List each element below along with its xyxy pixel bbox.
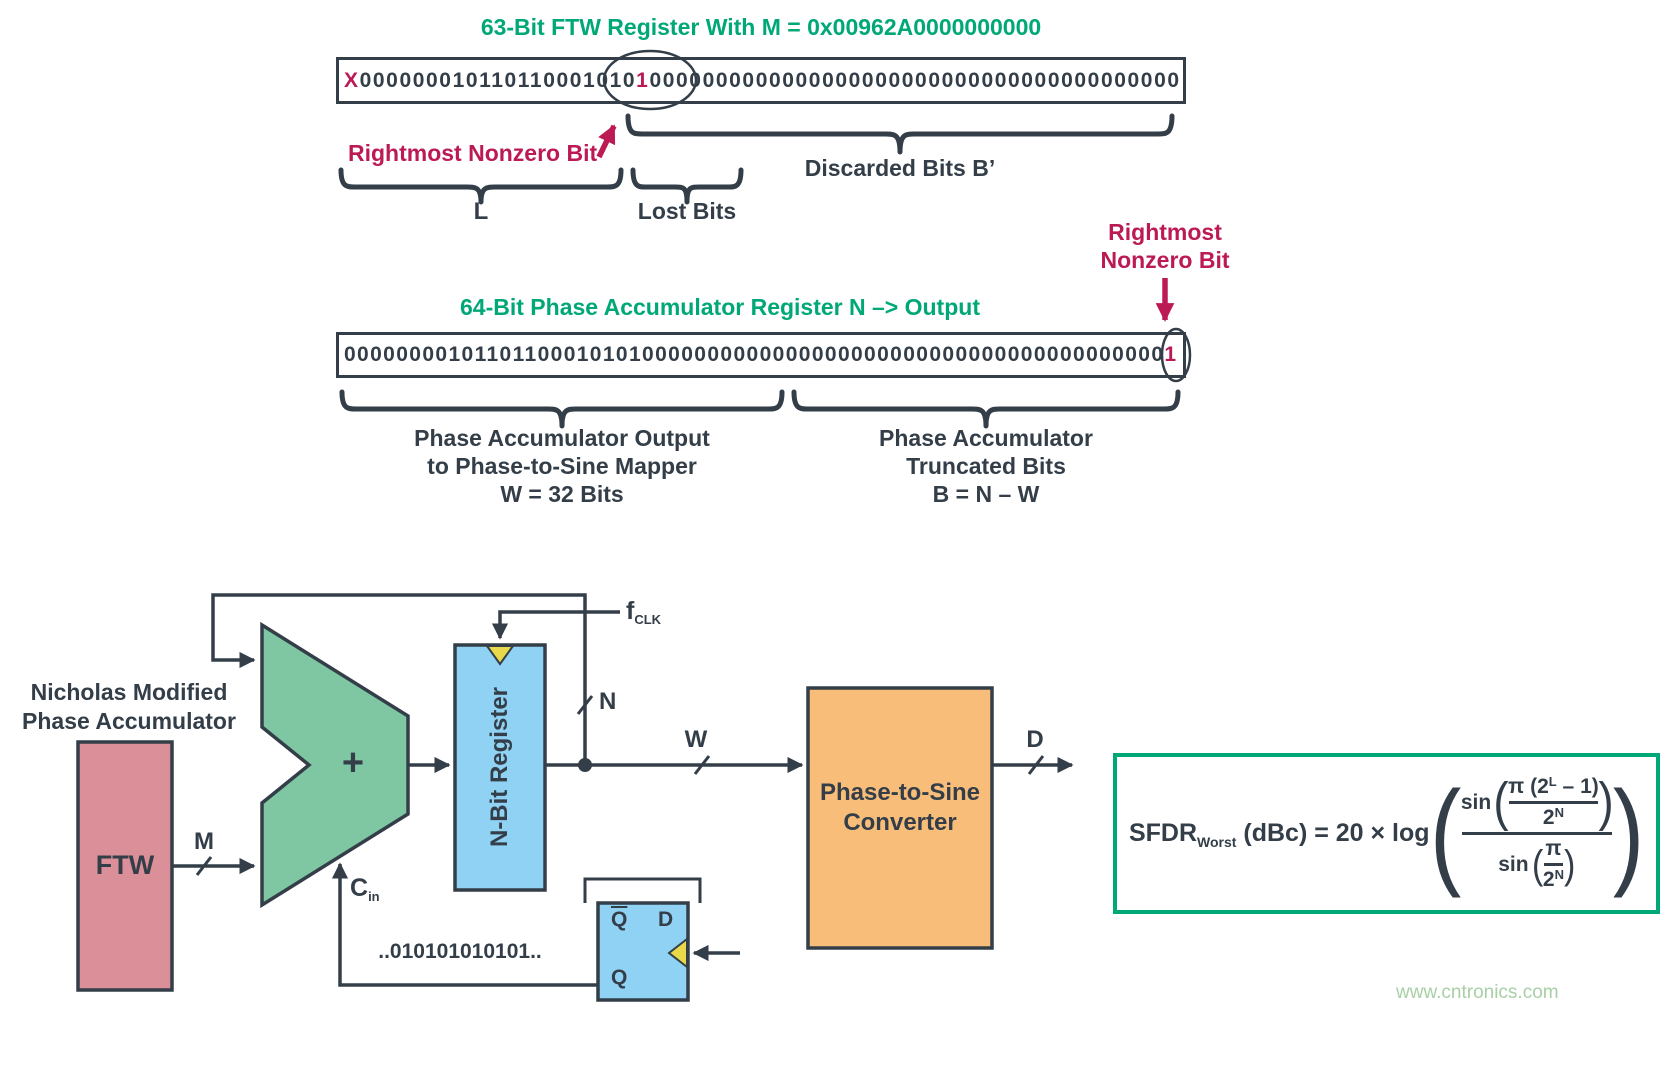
converter-line1: Phase-to-Sine [819,779,981,806]
trunc-label-line3: B = N – W [932,481,1040,507]
den-close-paren: ) [1563,842,1576,887]
sin-denominator: sin [1498,852,1529,876]
watermark: www.cntronics.com [1396,982,1559,1003]
l-label: L [473,198,489,225]
ff-d-label: D [658,908,674,931]
num-top-a: π (2 [1508,775,1549,798]
main-fraction-bar [1462,832,1612,835]
nicholas-accumulator-label [0,678,258,736]
den-bot-sup: N [1554,867,1564,882]
rightmost-nonzero-label-2 [1065,218,1265,274]
formula-open-paren: ( [1429,767,1461,900]
truncated-bits-label [786,424,1186,508]
den-fraction-bar [1544,863,1563,866]
num-top-sup: L [1548,774,1557,789]
nbit-register-label: N-Bit Register [486,686,513,848]
ftw-circle-post: 000 [649,68,690,92]
ftw-circle-pre: 10 [609,68,637,92]
acc-register-title: 64-Bit Phase Accumulator Register N –> Output [460,294,980,320]
sin-numerator: sin [1460,790,1492,814]
acc-bits-zeros: 000000000000000000000000000000000000000 [655,343,1165,366]
toggle-bits-label: ..010101010101.. [378,940,542,963]
lost-bits-label: Lost Bits [637,198,737,224]
adder-plus-label: + [341,742,365,784]
trunc-label-line1: Phase Accumulator [879,425,1093,451]
brace-accumulator-output [342,392,782,426]
acc-bits-left: 000000001011011000101010 [344,343,656,366]
num-bot-sup: N [1554,805,1564,820]
sfdr-subscript: Worst [1197,834,1237,850]
sfdr-formula-box [1113,753,1660,914]
nicholas-line2: Phase Accumulator [22,708,236,734]
ff-feedback-loop [585,879,700,903]
formula-close-paren: ) [1612,767,1645,900]
den-bot [1543,868,1564,892]
d-label: D [1026,726,1044,753]
fclk-label [626,597,661,626]
cin-label [350,874,380,903]
denominator-inner-fraction [1543,837,1564,892]
cin-sub: in [368,889,380,904]
rightmost-bit-arrow-1 [599,126,614,157]
fclk-base: f [626,597,635,625]
rightmost-nonzero-label-1: Rightmost Nonzero Bit [348,140,598,166]
sfdr-equals-log: (dBc) = 20 × log [1236,819,1430,847]
num-fraction-bar [1509,801,1598,804]
brace-truncated-bits [794,392,1178,426]
output-label-line3: W = 32 Bits [500,481,624,507]
ftw-bits-right: 0000000000000000000000000000000000000 [689,68,1181,92]
formula-main-fraction [1460,772,1614,892]
n-label: N [599,688,617,715]
trunc-label-line2: Truncated Bits [906,453,1066,479]
fclk-wire [500,612,620,638]
brace-discarded-bits [628,116,1172,152]
ftw-register-title: 63-Bit FTW Register With M = 0x00962A0000000000 [480,14,1042,40]
output-label-line2: to Phase-to-Sine Mapper [427,453,697,479]
num-open-paren: ( [1493,772,1509,833]
rightmost-line1: Rightmost [1108,219,1222,245]
ftw-block-label: FTW [95,850,155,880]
den-top: π [1545,837,1562,860]
num-close-paren: ) [1598,772,1614,833]
num-top [1508,775,1599,799]
ff-qbar-label: $\overline{Q}$ [611,908,628,931]
phase-to-sine-label [808,778,992,838]
numerator-inner-fraction [1508,775,1599,830]
w-label: W [684,726,708,753]
den-bot-base: 2 [1542,868,1555,891]
cin-base: C [350,874,369,902]
acc-register-bits [336,332,1186,378]
fclk-sub: CLK [634,612,662,627]
nicholas-line1: Nicholas Modified [30,679,228,705]
discarded-bits-label: Discarded Bits B’ [804,155,996,181]
formula-numerator [1460,772,1614,833]
converter-line2: Converter [843,809,957,836]
ftw-register-bits [336,57,1186,104]
ftw-bits-left: 0000000101101100010 [359,68,610,92]
ftw-bit-x: X [344,68,360,92]
sfdr-text: SFDR [1128,819,1198,847]
formula-denominator [1498,837,1575,892]
num-bot [1543,806,1564,830]
ff-q-label: Q [611,966,628,989]
rightmost-line2: Nonzero Bit [1100,247,1230,273]
den-open-paren: ( [1531,842,1543,887]
output-junction-dot [578,758,592,772]
output-label-line1: Phase Accumulator Output [414,425,710,451]
acc-rightmost-nonzero-bit: 1 [1164,343,1178,366]
num-bot-base: 2 [1542,806,1555,829]
ftw-rightmost-nonzero-bit: 1 [636,68,650,92]
sfdr-formula-lhs [1129,819,1430,848]
accumulator-output-label [362,424,762,508]
m-label: M [194,828,214,855]
num-top-b: – 1) [1556,775,1599,798]
